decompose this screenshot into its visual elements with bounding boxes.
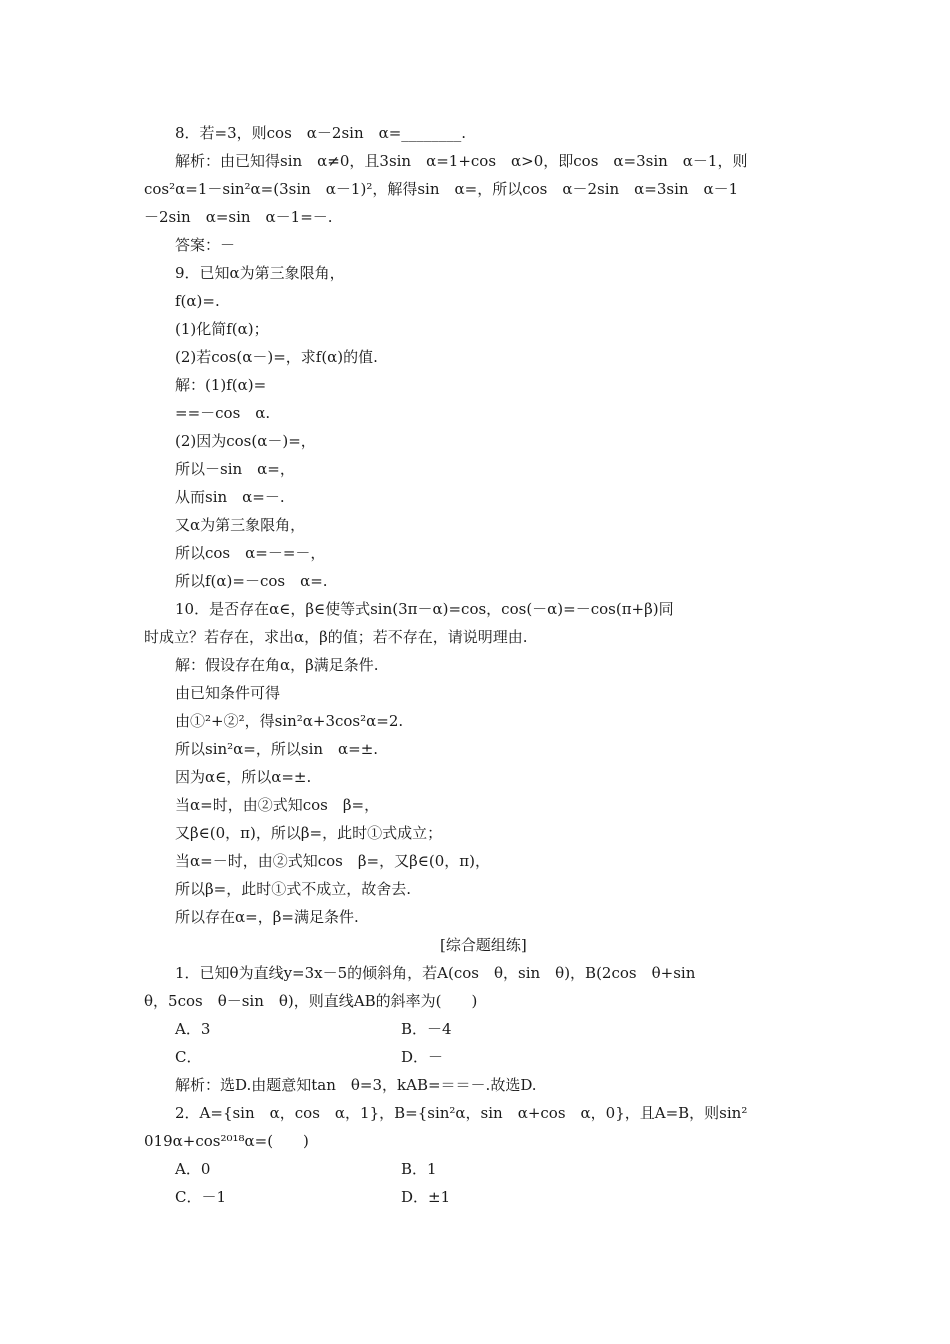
q10-question-cont: 时成立？若存在，求出α，β的值；若不存在，请说明理由. (144, 628, 528, 646)
q10-solution: 当α=时，由②式知cos β=， (175, 796, 380, 814)
q10-solution: 由已知条件可得 (175, 684, 281, 702)
mc2-question: 2．A={sin α，cos α，1}，B={sin²α，sin α+cos α，0}，且A=B，则sin² (175, 1104, 748, 1122)
q10-solution: 由①²+②²，得sin²α+3cos²α=2. (175, 712, 404, 730)
q10-solution: 因为α∈，所以α=±. (175, 768, 312, 786)
q9-solution: ==－cos α. (175, 404, 271, 422)
q9-solution: 从而sin α=－. (175, 488, 285, 506)
q9-solution: 所以f(α)=－cos α=. (175, 572, 328, 590)
q10-solution: 又β∈(0，π)，所以β=，此时①式成立； (175, 824, 443, 842)
mc2-option-c: C．－1 (175, 1188, 227, 1206)
q8-answer: 答案：－ (175, 236, 236, 254)
q9-solution: 又α为第三象限角， (175, 516, 306, 534)
mc1-option-d: D．－ (401, 1048, 444, 1066)
section-heading: [综合题组练] (440, 936, 527, 954)
mc1-question-cont: θ，5cos θ－sin θ)，则直线AB的斜率为( ) (144, 992, 478, 1010)
mc2-option-b: B．1 (401, 1160, 437, 1178)
q10-solution: 当α=－时，由②式知cos β=，又β∈(0，π)， (175, 852, 490, 870)
q10-solution: 所以β=，此时①式不成立，故舍去. (175, 880, 412, 898)
mc1-option-c: C． (175, 1048, 202, 1066)
q9-function: f(α)=. (175, 292, 220, 310)
q8-analysis-cont: cos²α=1－sin²α=(3sin α－1)²，解得sin α=，所以cos α－2sin α=3sin α－1 (144, 180, 739, 198)
mc2-question-cont: 019α+cos²⁰¹⁸α=( ) (144, 1132, 309, 1150)
q9-solution: 所以－sin α=， (175, 460, 295, 478)
q9-question: 9．已知α为第三象限角， (175, 264, 345, 282)
q9-part2: (2)若cos(α－)=，求f(α)的值. (175, 348, 378, 366)
q8-analysis-cont: －2sin α=sin α－1=－. (144, 208, 333, 226)
mc1-option-a: A．3 (175, 1020, 211, 1038)
q9-solution: 所以cos α=－=－， (175, 544, 326, 562)
q8-question: 8．若=3，则cos α－2sin α=________. (175, 124, 467, 142)
q9-solution: 解：(1)f(α)= (175, 376, 267, 394)
mc1-option-b: B．－4 (401, 1020, 452, 1038)
mc2-option-d: D．±1 (401, 1188, 451, 1206)
q9-part1: (1)化简f(α)； (175, 320, 269, 338)
q10-solution: 解：假设存在角α，β满足条件. (175, 656, 379, 674)
q8-analysis: 解析：由已知得sin α≠0，且3sin α=1+cos α>0，即cos α=3sin α－1，则 (175, 152, 748, 170)
mc2-option-a: A．0 (175, 1160, 211, 1178)
q10-question: 10．是否存在α∈，β∈使等式sin(3π－α)=cos，cos(－α)=－cos(π+β)同 (175, 600, 674, 618)
q10-solution: 所以sin²α=，所以sin α=±. (175, 740, 379, 758)
q9-solution: (2)因为cos(α－)=， (175, 432, 316, 450)
q10-solution: 所以存在α=，β=满足条件. (175, 908, 359, 926)
mc1-analysis: 解析：选D.由题意知tan θ=3，kAB=＝＝－.故选D. (175, 1076, 537, 1094)
mc1-question: 1．已知θ为直线y=3x－5的倾斜角，若A(cos θ，sin θ)，B(2cos θ+sin (175, 964, 696, 982)
